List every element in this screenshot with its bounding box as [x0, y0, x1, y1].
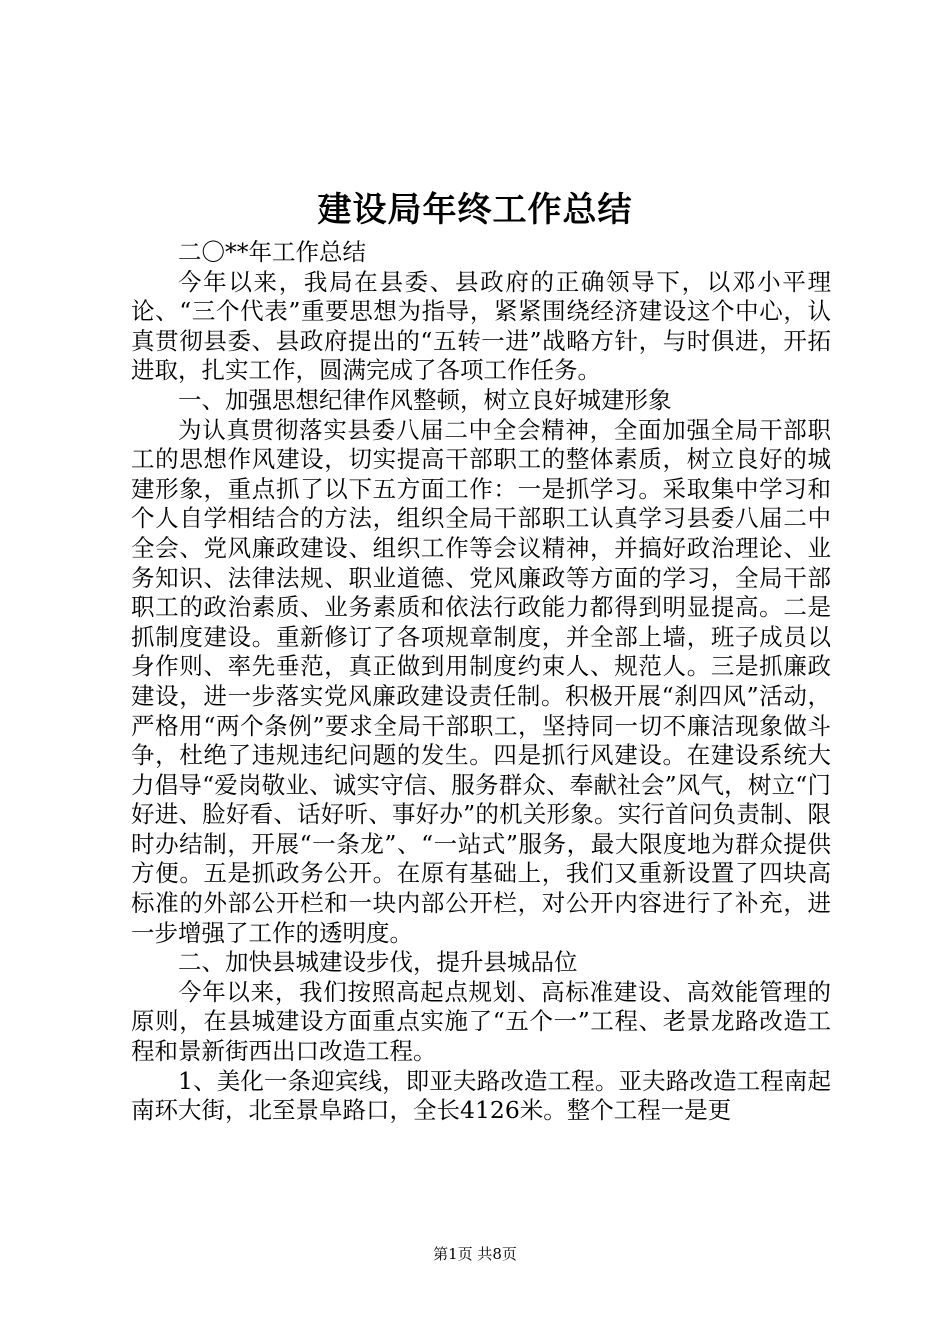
paragraph-intro: 今年以来，我局在县委、县政府的正确领导下，以邓小平理论、“三个代表”重要思想为指导，紧紧围绕经济建设这个中心，认真贯彻县委、县政府提出的“五转一进”战略方针，与时俱进，开拓进取，扎实工作，圆满完成了各项工作任务。 — [131, 267, 831, 385]
section-heading-1: 一、加强思想纪律作风整顿，树立良好城建形象 — [178, 385, 672, 414]
paragraph-section-1: 为认真贯彻落实县委八届二中全会精神，全面加强全局干部职工的思想作风建设，切实提高干部职工的整体素质，树立良好的城建形象，重点抓了以下五方面工作：一是抓学习。采取集中学习和个人自学相结合的方法，组织全局干部职工认真学习县委八届二中全会、党风廉政建设、组织工作等会议精神，并搞好政治理论、业务知识、法律法规、职业道德、党风廉政等方面的学习，全局干部职工的政治素质、业务素质和依法行政能力都得到明显提高。二是抓制度建设。重新修订了各项规章制度，并全部上墙，班子成员以身作则、率先垂范，真正做到用制度约束人、规范人。三是抓廉政建设，进一步落实党风廉政建设责任制。积极开展“刹四风”活动，严格用“两个条例”要求全局干部职工，坚持同一切不廉洁现象做斗争，杜绝了违规违纪问题的发生。四是抓行风建设。在建设系统大力倡导“爱岗敬业、诚实守信、服务群众、奉献社会”风气，树立“门好进、脸好看、话好听、事好办”的机关形象。实行首问负责制、限时办结制，开展“一条龙”、“一站式”服务，最大限度地为群众提供方便。五是抓政务公开。在原有基础上，我们又重新设置了四块高标准的外部公开栏和一块内部公开栏，对公开内容进行了补充，进一步增强了工作的透明度。 — [131, 415, 831, 947]
section-heading-2: 二、加快县城建设步伐，提升县城品位 — [178, 948, 578, 977]
paragraph-section-2: 今年以来，我们按照高起点规划、高标准建设、高效能管理的原则，在县城建设方面重点实施了“五个一”工程、老景龙路改造工程和景新街西出口改造工程。 — [131, 977, 831, 1066]
paragraph-subtitle: 二〇**年工作总结 — [178, 238, 366, 266]
document-title: 建设局年终工作总结 — [317, 190, 633, 230]
document-body — [131, 238, 831, 1126]
paragraph-item-1: 1、美化一条迎宾线，即亚夫路改造工程。亚夫路改造工程南起南环大街，北至景阜路口，全长4126米。整个工程一是更 — [131, 1066, 831, 1125]
page-footer: 第1页 共8页 — [433, 1245, 517, 1263]
